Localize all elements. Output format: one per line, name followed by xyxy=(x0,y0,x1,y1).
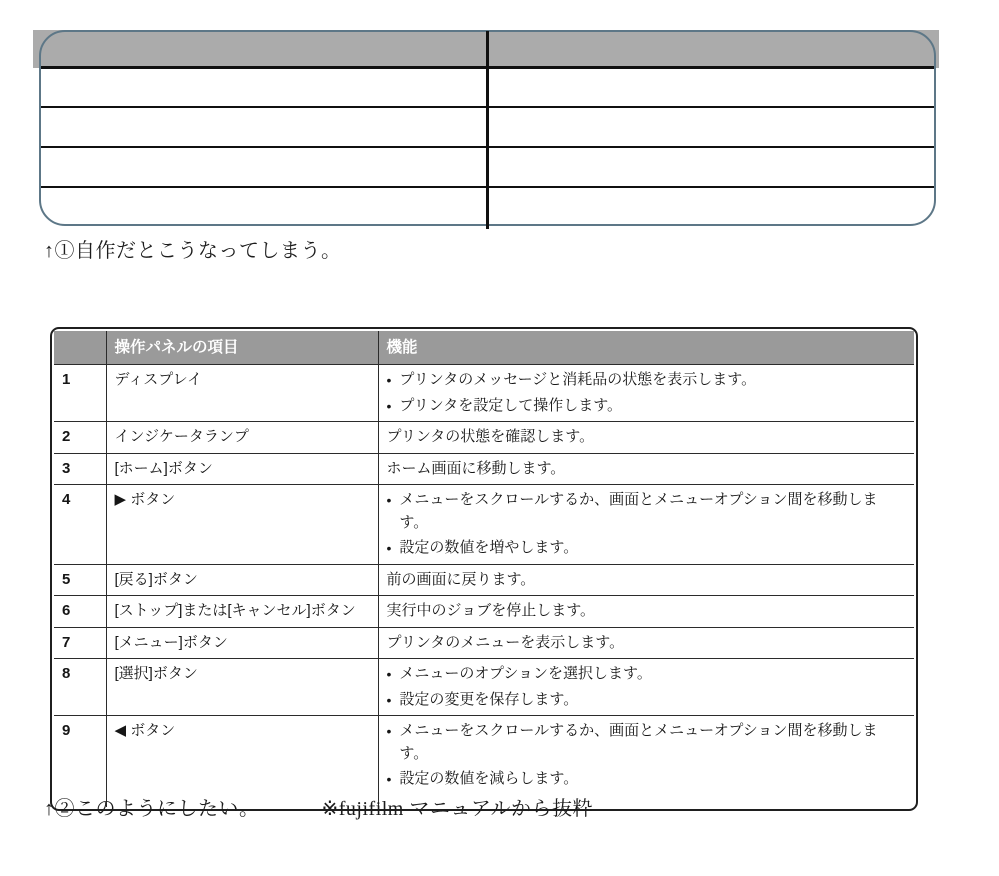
panel-item-cell: ディスプレイ xyxy=(106,365,378,422)
panel-item-cell: [ストップ]または[キャンセル]ボタン xyxy=(106,596,378,628)
panel-item-cell: [選択]ボタン xyxy=(106,659,378,716)
row-number: 6 xyxy=(54,596,106,628)
function-text: メニューをスクロールするか、画面とメニューオプション間を移動します。 xyxy=(399,722,878,762)
caption-desired-text: ↑②このようにしたい。 xyxy=(44,798,260,820)
function-text: メニューをスクロールするか、画面とメニューオプション間を移動します。 xyxy=(399,491,878,531)
panel-item-cell: [戻る]ボタン xyxy=(106,564,378,596)
function-cell xyxy=(378,564,914,596)
table-row xyxy=(54,659,914,716)
row-number: 4 xyxy=(54,485,106,565)
function-bullet-line xyxy=(387,689,907,712)
header-cell-item: 操作パネルの項目 xyxy=(106,331,378,365)
bullet-icon: • xyxy=(386,723,392,740)
bullet-icon: • xyxy=(386,691,392,708)
function-cell xyxy=(378,365,914,422)
panel-item-cell: [ホーム]ボタン xyxy=(106,453,378,485)
function-bullet-line xyxy=(387,489,907,534)
function-bullet-line xyxy=(387,663,907,686)
function-cell xyxy=(378,627,914,659)
function-bullet-line xyxy=(387,720,907,765)
bullet-icon: • xyxy=(386,666,392,683)
function-text: プリンタの状態を確認します。 xyxy=(386,428,595,446)
function-text: プリンタのメッセージと消耗品の状態を表示します。 xyxy=(399,371,757,389)
header-cell-number xyxy=(54,331,106,365)
caption-source-note: ※fujifilm マニュアルから抜粋 xyxy=(321,798,594,820)
function-text: プリンタを設定して操作します。 xyxy=(399,396,623,414)
function-text: 設定の数値を減らします。 xyxy=(399,770,579,788)
function-bullet-line xyxy=(387,537,907,560)
row-number: 2 xyxy=(54,422,106,454)
function-cell xyxy=(378,596,914,628)
row-number: 3 xyxy=(54,453,106,485)
panel-item-cell: インジケータランプ xyxy=(106,422,378,454)
bullet-icon: • xyxy=(386,492,392,509)
bullet-icon: • xyxy=(386,397,392,414)
function-cell xyxy=(378,422,914,454)
panel-item-cell: ▶ ボタン xyxy=(106,485,378,565)
caption-self-made: ↑①自作だとこうなってしまう。 xyxy=(44,240,342,262)
function-text: 設定の変更を保存します。 xyxy=(399,690,579,708)
row-number: 5 xyxy=(54,564,106,596)
broken-table-column-divider xyxy=(486,31,489,229)
header-cell-function: 機能 xyxy=(378,331,914,365)
table-row xyxy=(54,627,914,659)
function-cell xyxy=(378,485,914,565)
row-number: 1 xyxy=(54,365,106,422)
table-row xyxy=(54,365,914,422)
function-text: ホーム画面に移動します。 xyxy=(386,459,566,477)
function-cell xyxy=(378,453,914,485)
manual-table-header-row xyxy=(54,331,914,365)
function-text: プリンタのメニューを表示します。 xyxy=(386,633,625,651)
table-row xyxy=(54,422,914,454)
function-text: 設定の数値を増やします。 xyxy=(399,539,579,557)
table-row xyxy=(54,453,914,485)
table-row xyxy=(54,596,914,628)
manual-table xyxy=(50,327,918,811)
panel-item-cell: ◀ ボタン xyxy=(106,716,378,807)
table-row xyxy=(54,564,914,596)
function-cell xyxy=(378,659,914,716)
function-bullet-line xyxy=(387,369,907,392)
bullet-icon: • xyxy=(386,540,392,557)
function-bullet-line xyxy=(387,395,907,418)
row-number: 9 xyxy=(54,716,106,807)
panel-item-cell: [メニュー]ボタン xyxy=(106,627,378,659)
bullet-icon: • xyxy=(386,771,392,788)
function-text: メニューのオプションを選択します。 xyxy=(399,665,652,683)
bullet-icon: • xyxy=(386,372,392,389)
function-text: 実行中のジョブを停止します。 xyxy=(386,602,596,620)
function-text: 前の画面に戻ります。 xyxy=(386,570,536,588)
caption-desired xyxy=(44,792,593,821)
table-row xyxy=(54,485,914,565)
row-number: 8 xyxy=(54,659,106,716)
function-bullet-line xyxy=(387,768,907,791)
row-number: 7 xyxy=(54,627,106,659)
